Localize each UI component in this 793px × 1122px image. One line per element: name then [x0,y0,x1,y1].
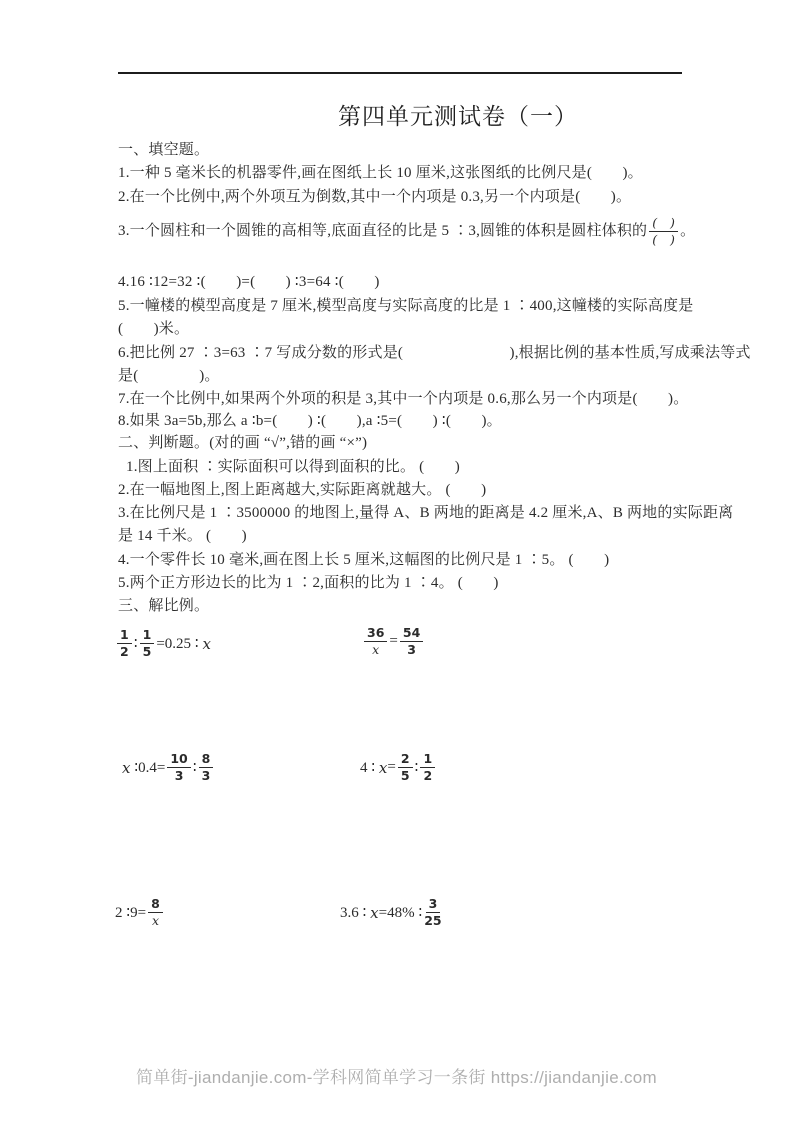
equation-5 [115,897,165,929]
variable-x: x [378,758,388,777]
ratio-sign: ∶ [192,760,197,777]
equals-sign: = [387,759,396,776]
judge-question-4: 4.一个零件长 10 毫米,画在图上长 5 厘米,这幅图的比例尺是 1 ∶5。 ( ) [118,552,610,568]
fill-question-2: 2.在一个比例中,两个外项互为倒数,其中一个内项是 0.3,另一个内项是( )。 [118,189,632,205]
solve-section-heading: 三、解比例。 [118,598,210,614]
fill-question-3 [118,216,695,248]
fraction-denominator: 2 [423,768,433,784]
equation-3-fraction-2 [199,752,214,784]
judge-question-3-line2: 是 14 千米。 ( ) [118,528,247,544]
equation-2 [362,626,425,658]
fill-question-4: 4.16 ∶12=32 ∶( )=( ) ∶3=64 ∶( ) [118,274,380,290]
fraction-numerator: 1 [117,628,132,644]
fraction-blank-numerator: ( ) [649,216,678,232]
equation-1-fraction-1 [117,628,132,660]
fraction-denominator: 3 [174,768,184,784]
judge-question-1: 1.图上面积 ∶实际面积可以得到面积的比。 ( ) [126,459,460,475]
fill-question-3-period: 。 [680,223,696,240]
judge-question-5: 5.两个正方形边长的比为 1 ∶2,面积的比为 1 ∶4。 ( ) [118,575,499,591]
equation-3-fraction-1 [167,752,190,784]
variable-x: x [202,634,211,653]
equation-2-fraction-1 [364,626,387,658]
equation-4-fraction-1 [398,752,413,784]
equation-6-text: 3.6 ∶ [340,905,371,922]
fraction-denominator: 5 [142,644,152,660]
fraction-numerator: 8 [148,897,163,913]
fraction-numerator: 1 [140,628,155,644]
fraction-denominator-x: x [151,913,159,929]
fraction-blank-denominator: ( ) [652,232,676,248]
equation-4-fraction-2 [420,752,435,784]
fraction-numerator: 10 [167,752,190,768]
equation-4 [360,752,437,784]
variable-x: x [370,903,379,922]
ratio-sign: ∶ [133,636,138,653]
fill-question-1: 1.一种 5 毫米长的机器零件,画在图纸上长 10 厘米,这张图纸的比例尺是( )。 [118,165,643,181]
equation-6 [340,897,444,929]
equation-3 [122,752,215,784]
equation-6-text-2: =48% ∶ [378,905,423,922]
fraction-numerator: 3 [426,897,441,913]
fraction-denominator-x: x [372,642,380,658]
fraction-numerator: 8 [199,752,214,768]
fraction-blank [649,216,678,248]
header-rule [118,72,682,74]
fill-question-6-line1: 6.把比例 27 ∶3=63 ∶7 写成分数的形式是( ),根据比例的基本性质,写成乘法等式 [118,345,751,361]
fraction-numerator: 1 [420,752,435,768]
fraction-denominator: 5 [400,768,410,784]
fill-question-3-text: 3.一个圆柱和一个圆锥的高相等,底面直径的比是 5 ∶3,圆锥的体积是圆柱体积的 [118,223,648,240]
fill-question-6-line2: 是( )。 [118,368,220,384]
footer-credit: 简单街-jiandanjie.com-学科网简单学习一条街 https://jiandanjie.com [135,1068,658,1087]
fraction-denominator: 3 [201,768,211,784]
fraction-numerator: 36 [364,626,387,642]
fill-question-8: 8.如果 3a=5b,那么 a ∶b=( ) ∶( ),a ∶5=( ) ∶( )。 [118,413,502,429]
equals-sign: = [389,633,398,650]
fraction-numerator: 54 [400,626,423,642]
judge-section-heading: 二、判断题。(对的画 “√”,错的画 “×”) [118,435,368,451]
equation-6-fraction-1 [424,897,441,929]
equation-1-rest: =0.25 ∶ [156,636,203,653]
variable-x: x [122,758,131,777]
fill-section-heading: 一、填空题。 [118,142,210,158]
ratio-sign: ∶ [414,760,419,777]
fraction-denominator: 2 [120,644,129,660]
equation-1 [115,628,211,660]
equation-3-text: ∶0.4= [130,760,166,777]
fraction-numerator: 2 [398,752,413,768]
equation-4-text: 4 ∶ [360,760,379,777]
equation-5-text: 2 ∶9= [115,905,147,922]
page-title: 第四单元测试卷（一） [338,104,578,129]
judge-question-3-line1: 3.在比例尺是 1 ∶3500000 的地图上,量得 A、B 两地的距离是 4.2 厘米,A、B 两地的实际距离 [118,505,734,521]
fill-question-7: 7.在一个比例中,如果两个外项的积是 3,其中一个内项是 0.6,那么另一个内项是( )。 [118,391,689,407]
fill-question-5-line1: 5.一幢楼的模型高度是 7 厘米,模型高度与实际高度的比是 1 ∶400,这幢楼的实际高度是 [118,298,694,314]
fill-question-5-line2: ( )米。 [118,321,190,337]
judge-question-2: 2.在一幅地图上,图上距离越大,实际距离就越大。 ( ) [118,482,487,498]
fraction-denominator: 25 [424,913,442,929]
equation-2-fraction-2 [400,626,423,658]
equation-5-fraction-1 [148,897,163,929]
equation-1-fraction-2 [140,628,155,660]
fraction-denominator: 3 [407,642,416,658]
